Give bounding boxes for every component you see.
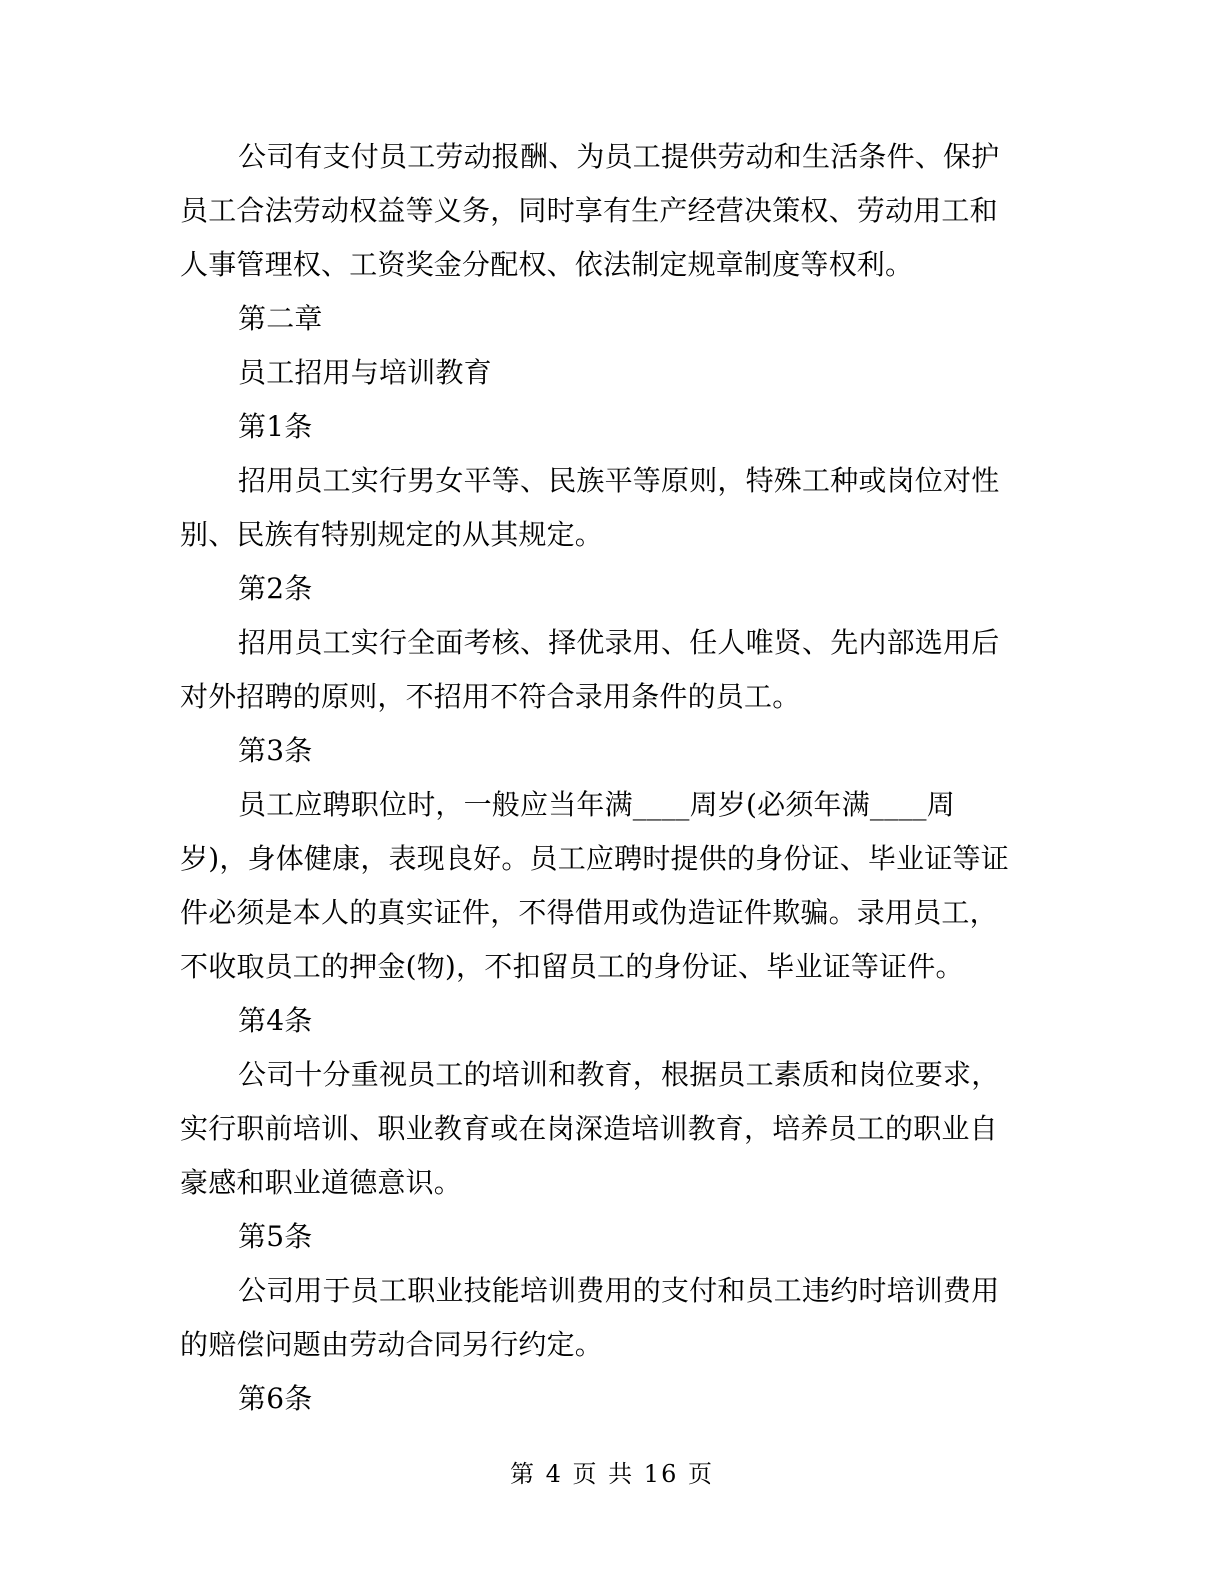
article-heading-5: 第5条 [238, 1220, 313, 1253]
article-body-1: 招用员工实行男女平等、民族平等原则，特殊工种或岗位对性别、民族有特别规定的从其规定。 [180, 464, 1000, 551]
article-body-2: 招用员工实行全面考核、择优录用、任人唯贤、先内部选用后对外招聘的原则，不招用不符合录用条件的员工。 [180, 626, 1000, 713]
chapter-title: 员工招用与培训教育 [238, 356, 492, 389]
article-body-5: 公司用于员工职业技能培训费用的支付和员工违约时培训费用的赔偿问题由劳动合同另行约定。 [180, 1274, 1000, 1361]
article-body-4: 公司十分重视员工的培训和教育，根据员工素质和岗位要求，实行职前培训、职业教育或在岗深造培训教育，培养员工的职业自豪感和职业道德意识。 [180, 1058, 1000, 1199]
article-heading-1: 第1条 [238, 410, 313, 443]
article-body-3: 员工应聘职位时，一般应当年满____周岁(必须年满____周岁)，身体健康，表现良好。员工应聘时提供的身份证、毕业证等证件必须是本人的真实证件，不得借用或伪造证件欺骗。录用员工，不收取员工的押金(物)，不扣留员工的身份证、毕业证等证件。 [180, 788, 1009, 983]
document-body [180, 130, 1020, 1426]
chapter-heading: 第二章 [238, 302, 323, 335]
article-heading-6: 第6条 [238, 1382, 313, 1415]
article-heading-2: 第2条 [238, 572, 313, 605]
page-footer: 第 4 页 共 16 页 [510, 1460, 714, 1488]
article-heading-4: 第4条 [238, 1004, 313, 1037]
article-heading-3: 第3条 [238, 734, 313, 767]
paragraph-company-obligations: 公司有支付员工劳动报酬、为员工提供劳动和生活条件、保护员工合法劳动权益等义务，同时享有生产经营决策权、劳动用工和人事管理权、工资奖金分配权、依法制定规章制度等权利。 [180, 140, 1000, 281]
